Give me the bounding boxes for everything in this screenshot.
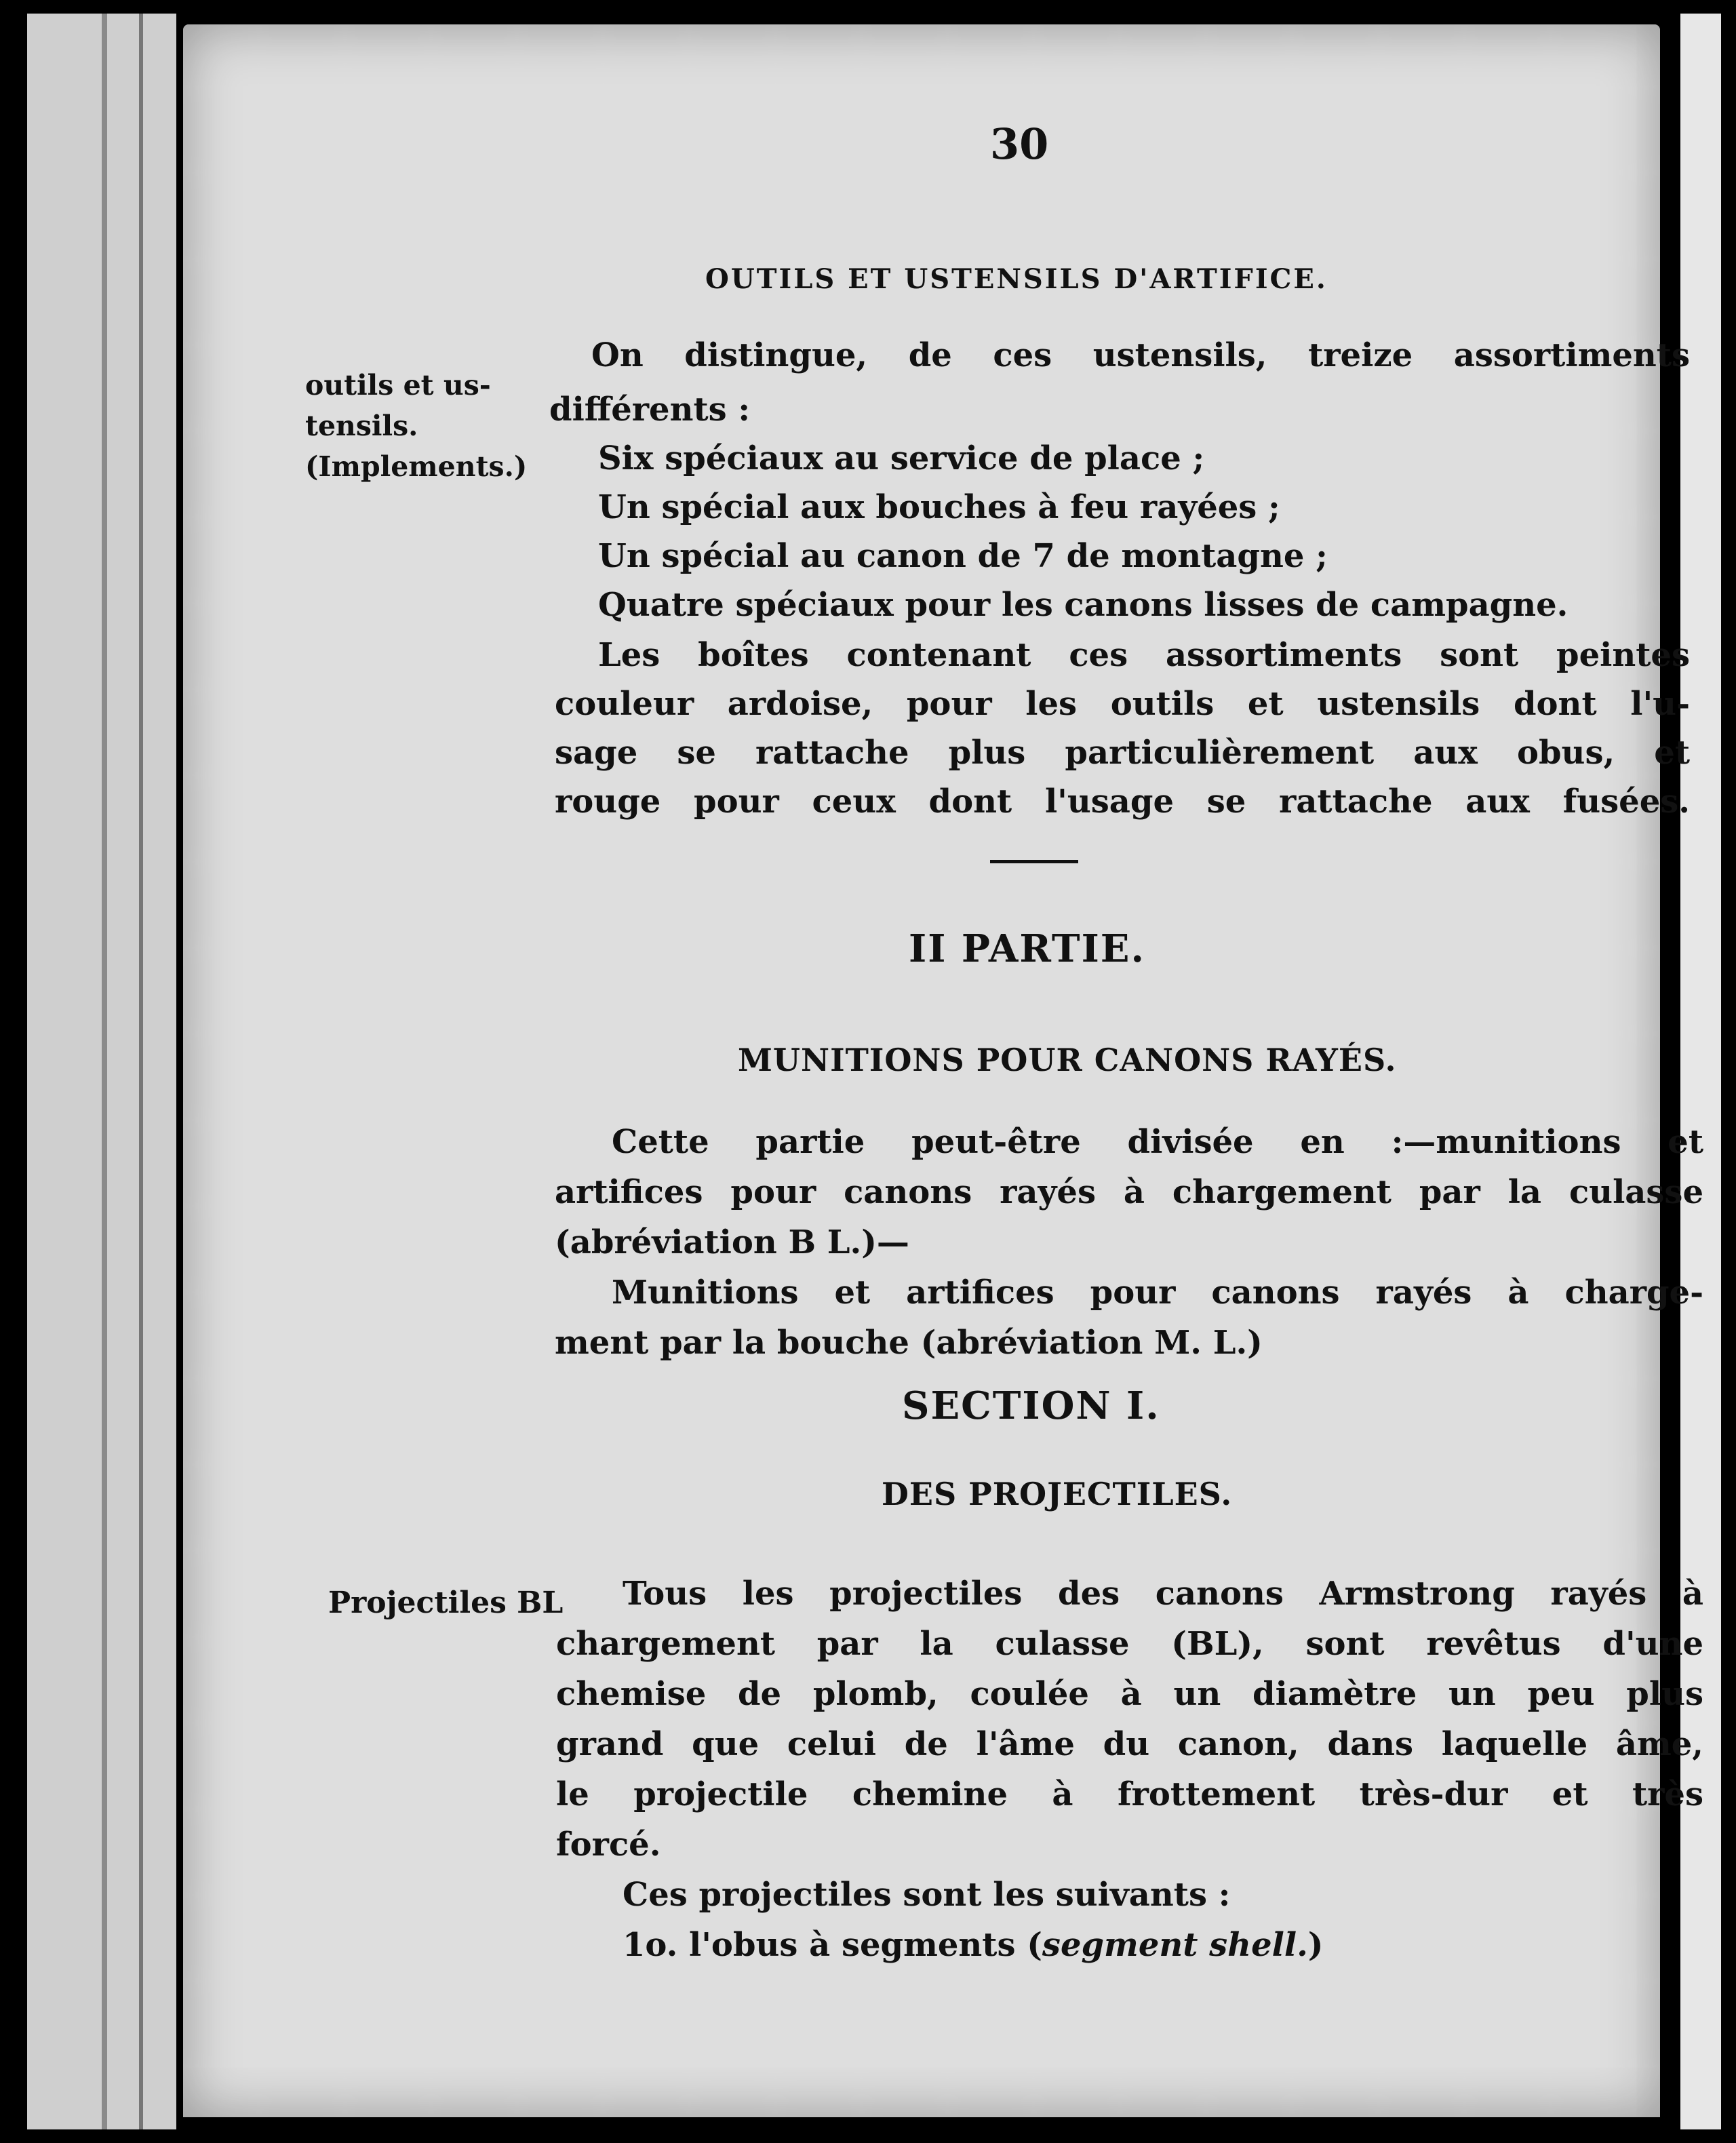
page-stack-line (102, 14, 107, 2129)
paragraph-line: Six spéciaux au service de place ; (598, 439, 1205, 477)
page-stack-line (139, 14, 143, 2129)
page-number: 30 (990, 119, 1049, 169)
paragraph-line: Un spécial aux bouches à feu rayées ; (598, 488, 1280, 526)
paragraph-line: artifices pour canons rayés à chargement par la culasse (555, 1173, 1703, 1211)
paragraph-line: (abréviation B L.)— (555, 1223, 909, 1261)
munitions-title: MUNITIONS POUR CANONS RAYÉS. (738, 1042, 1397, 1078)
margin-note: Projectiles BL (328, 1586, 564, 1620)
section-divider (990, 860, 1078, 863)
section-title: SECTION I. (902, 1383, 1160, 1428)
paragraph-line: rouge pour ceux dont l'usage se rattache aux fusées. (555, 783, 1690, 821)
italic-term: segment shell. (1042, 1926, 1308, 1964)
paragraph-line: forcé. (556, 1826, 661, 1864)
margin-note: outils et us- (305, 369, 491, 401)
paragraph-line (623, 1926, 1324, 1964)
partie-title: II PARTIE. (909, 926, 1145, 971)
paragraph-line: Un spécial au canon de 7 de montagne ; (598, 537, 1328, 575)
heading-outils: OUTILS ET USTENSILS D'ARTIFICE. (705, 263, 1328, 295)
paragraph-line: couleur ardoise, pour les outils et ustensils dont l'u- (555, 685, 1690, 723)
paragraph-line: différents : (549, 391, 751, 429)
margin-note: tensils. (305, 410, 418, 442)
paragraph-line: chargement par la culasse (BL), sont revêtus d'une (556, 1625, 1703, 1663)
paragraph-line: Tous les projectiles des canons Armstrong rayés à (623, 1575, 1703, 1613)
paragraph-line: ment par la bouche (abréviation M. L.) (555, 1324, 1263, 1362)
projectiles-title: DES PROJECTILES. (882, 1476, 1233, 1512)
paragraph-line: sage se rattache plus particulièrement aux obus, et (555, 734, 1690, 772)
line-text: ) (1307, 1926, 1324, 1964)
book-page (183, 24, 1703, 2117)
paragraph-line: Quatre spéciaux pour les canons lisses de campagne. (598, 586, 1569, 624)
paragraph-line: Ces projectiles sont les suivants : (623, 1876, 1231, 1914)
paragraph-line: Munitions et artifices pour canons rayés à charge- (612, 1274, 1703, 1312)
paragraph-line: On distingue, de ces ustensils, treize assortiments (591, 336, 1690, 374)
line-text: 1o. l'obus à segments ( (623, 1926, 1042, 1964)
paragraph-line: chemise de plomb, coulée à un diamètre un peu plus (556, 1675, 1703, 1713)
paragraph-line: le projectile chemine à frottement très-dur et très (556, 1775, 1703, 1813)
paragraph-line: Les boîtes contenant ces assortiments sont peintes (598, 636, 1690, 674)
paragraph-line: Cette partie peut-être divisée en :—munitions et (612, 1123, 1703, 1161)
margin-note: (Implements.) (305, 450, 528, 483)
paragraph-line: grand que celui de l'âme du canon, dans laquelle âme, (556, 1725, 1703, 1763)
